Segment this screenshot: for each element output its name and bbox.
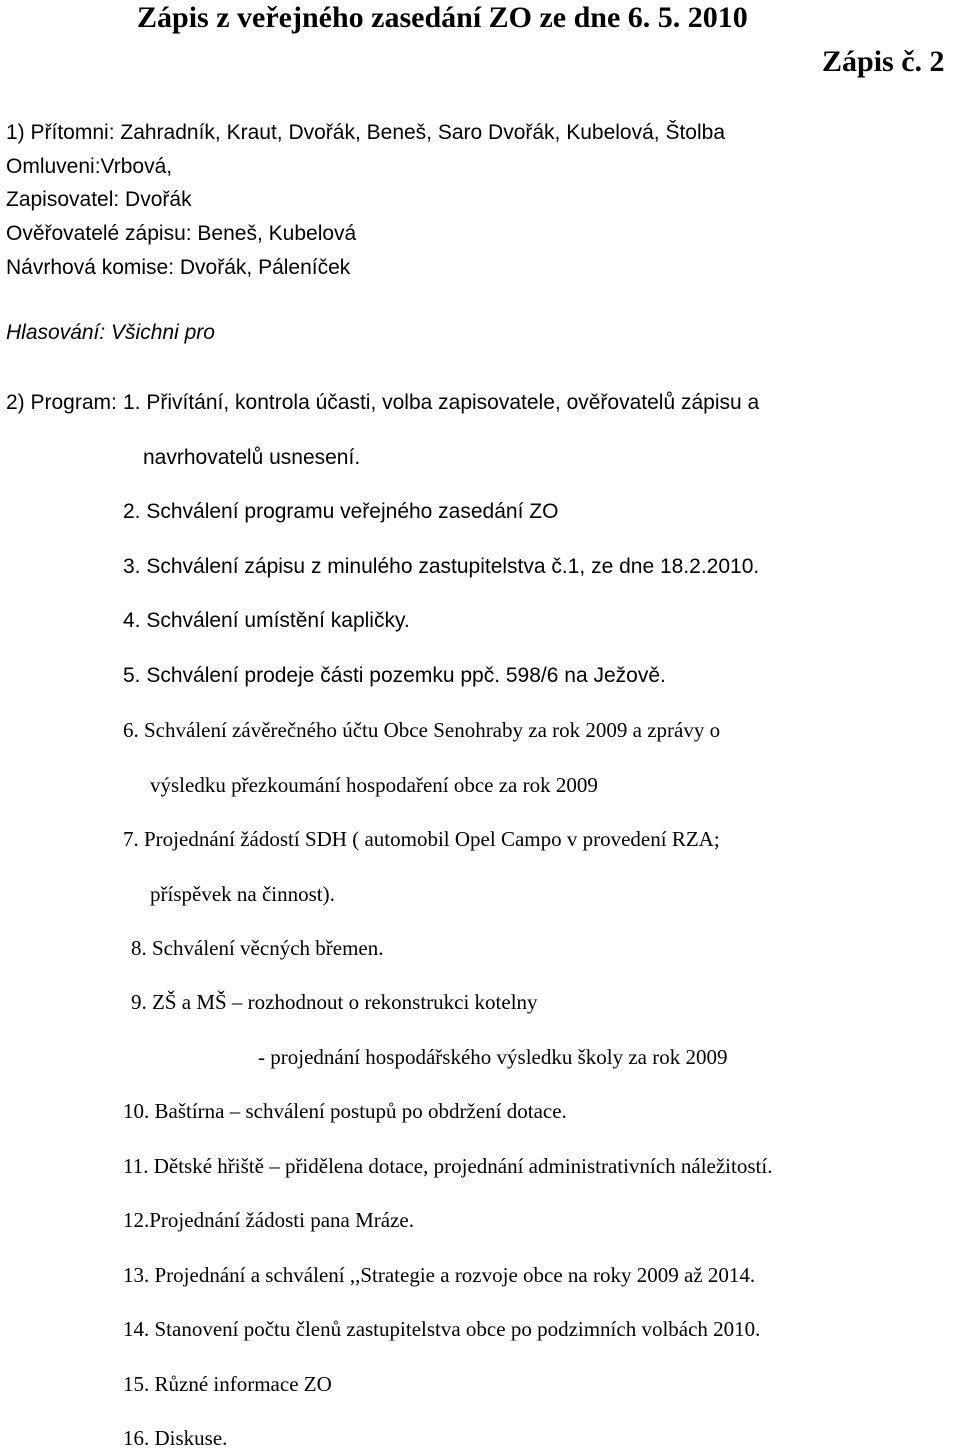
program-item: 4. Schválení umístění kapličky. (123, 609, 410, 632)
program-item: navrhovatelů usnesení. (143, 446, 361, 469)
recorder: Zapisovatel: Dvořák (6, 188, 192, 211)
program-item: 2. Schválení programu veřejného zasedání ZO (123, 500, 559, 523)
excused-members: Omluveni:Vrbová, (6, 155, 173, 178)
program-item: 10. Baštírna – schválení postupů po obdržení dotace. (123, 1099, 567, 1123)
program-item: 16. Diskuse. (123, 1426, 228, 1450)
program-item: 9. ZŠ a MŠ – rozhodnout o rekonstrukci kotelny (131, 990, 538, 1014)
program-item: 13. Projednání a schválení ,,Strategie a rozvoje obce na roky 2009 až 2014. (123, 1263, 756, 1287)
program-item: 6. Schválení závěrečného účtu Obce Senohraby za rok 2009 a zprávy o (123, 718, 721, 742)
program-item: 14. Stanovení počtu členů zastupitelstva obce po podzimních volbách 2010. (123, 1317, 761, 1341)
program-item: - projednání hospodářského výsledku školy za rok 2009 (258, 1045, 728, 1069)
document-title: Zápis z veřejného zasedání ZO ze dne 6. 5. 2010 (137, 1, 748, 34)
program-item: 1. Přivítání, kontrola účasti, volba zapisovatele, ověřovatelů zápisu a (123, 391, 760, 414)
program-item: příspěvek na činnost). (150, 882, 335, 906)
program-item: 12.Projednání žádosti pana Mráze. (123, 1208, 414, 1232)
program-item: 11. Dětské hřiště – přidělena dotace, projednání administrativních náležitostí. (123, 1154, 773, 1178)
verifiers: Ověřovatelé zápisu: Beneš, Kubelová (6, 222, 357, 245)
minutes-number: Zápis č. 2 (822, 45, 945, 78)
program-item: 7. Projednání žádostí SDH ( automobil Opel Campo v provedení RZA; (123, 827, 720, 851)
vote-result: Hlasování: Všichni pro (6, 321, 215, 344)
program-label: 2) Program: (6, 391, 117, 414)
program-item: 15. Různé informace ZO (123, 1372, 332, 1396)
program-item: 5. Schválení prodeje části pozemku ppč. 598/6 na Ježově. (123, 664, 666, 687)
present-members: 1) Přítomni: Zahradník, Kraut, Dvořák, Beneš, Saro Dvořák, Kubelová, Štolba (6, 121, 726, 144)
program-item: výsledku přezkoumání hospodaření obce za rok 2009 (150, 773, 598, 797)
program-item: 3. Schválení zápisu z minulého zastupitelstva č.1, ze dne 18.2.2010. (123, 555, 760, 578)
program-item: 8. Schválení věcných břemen. (131, 936, 384, 960)
proposal-committee: Návrhová komise: Dvořák, Páleníček (6, 256, 351, 279)
